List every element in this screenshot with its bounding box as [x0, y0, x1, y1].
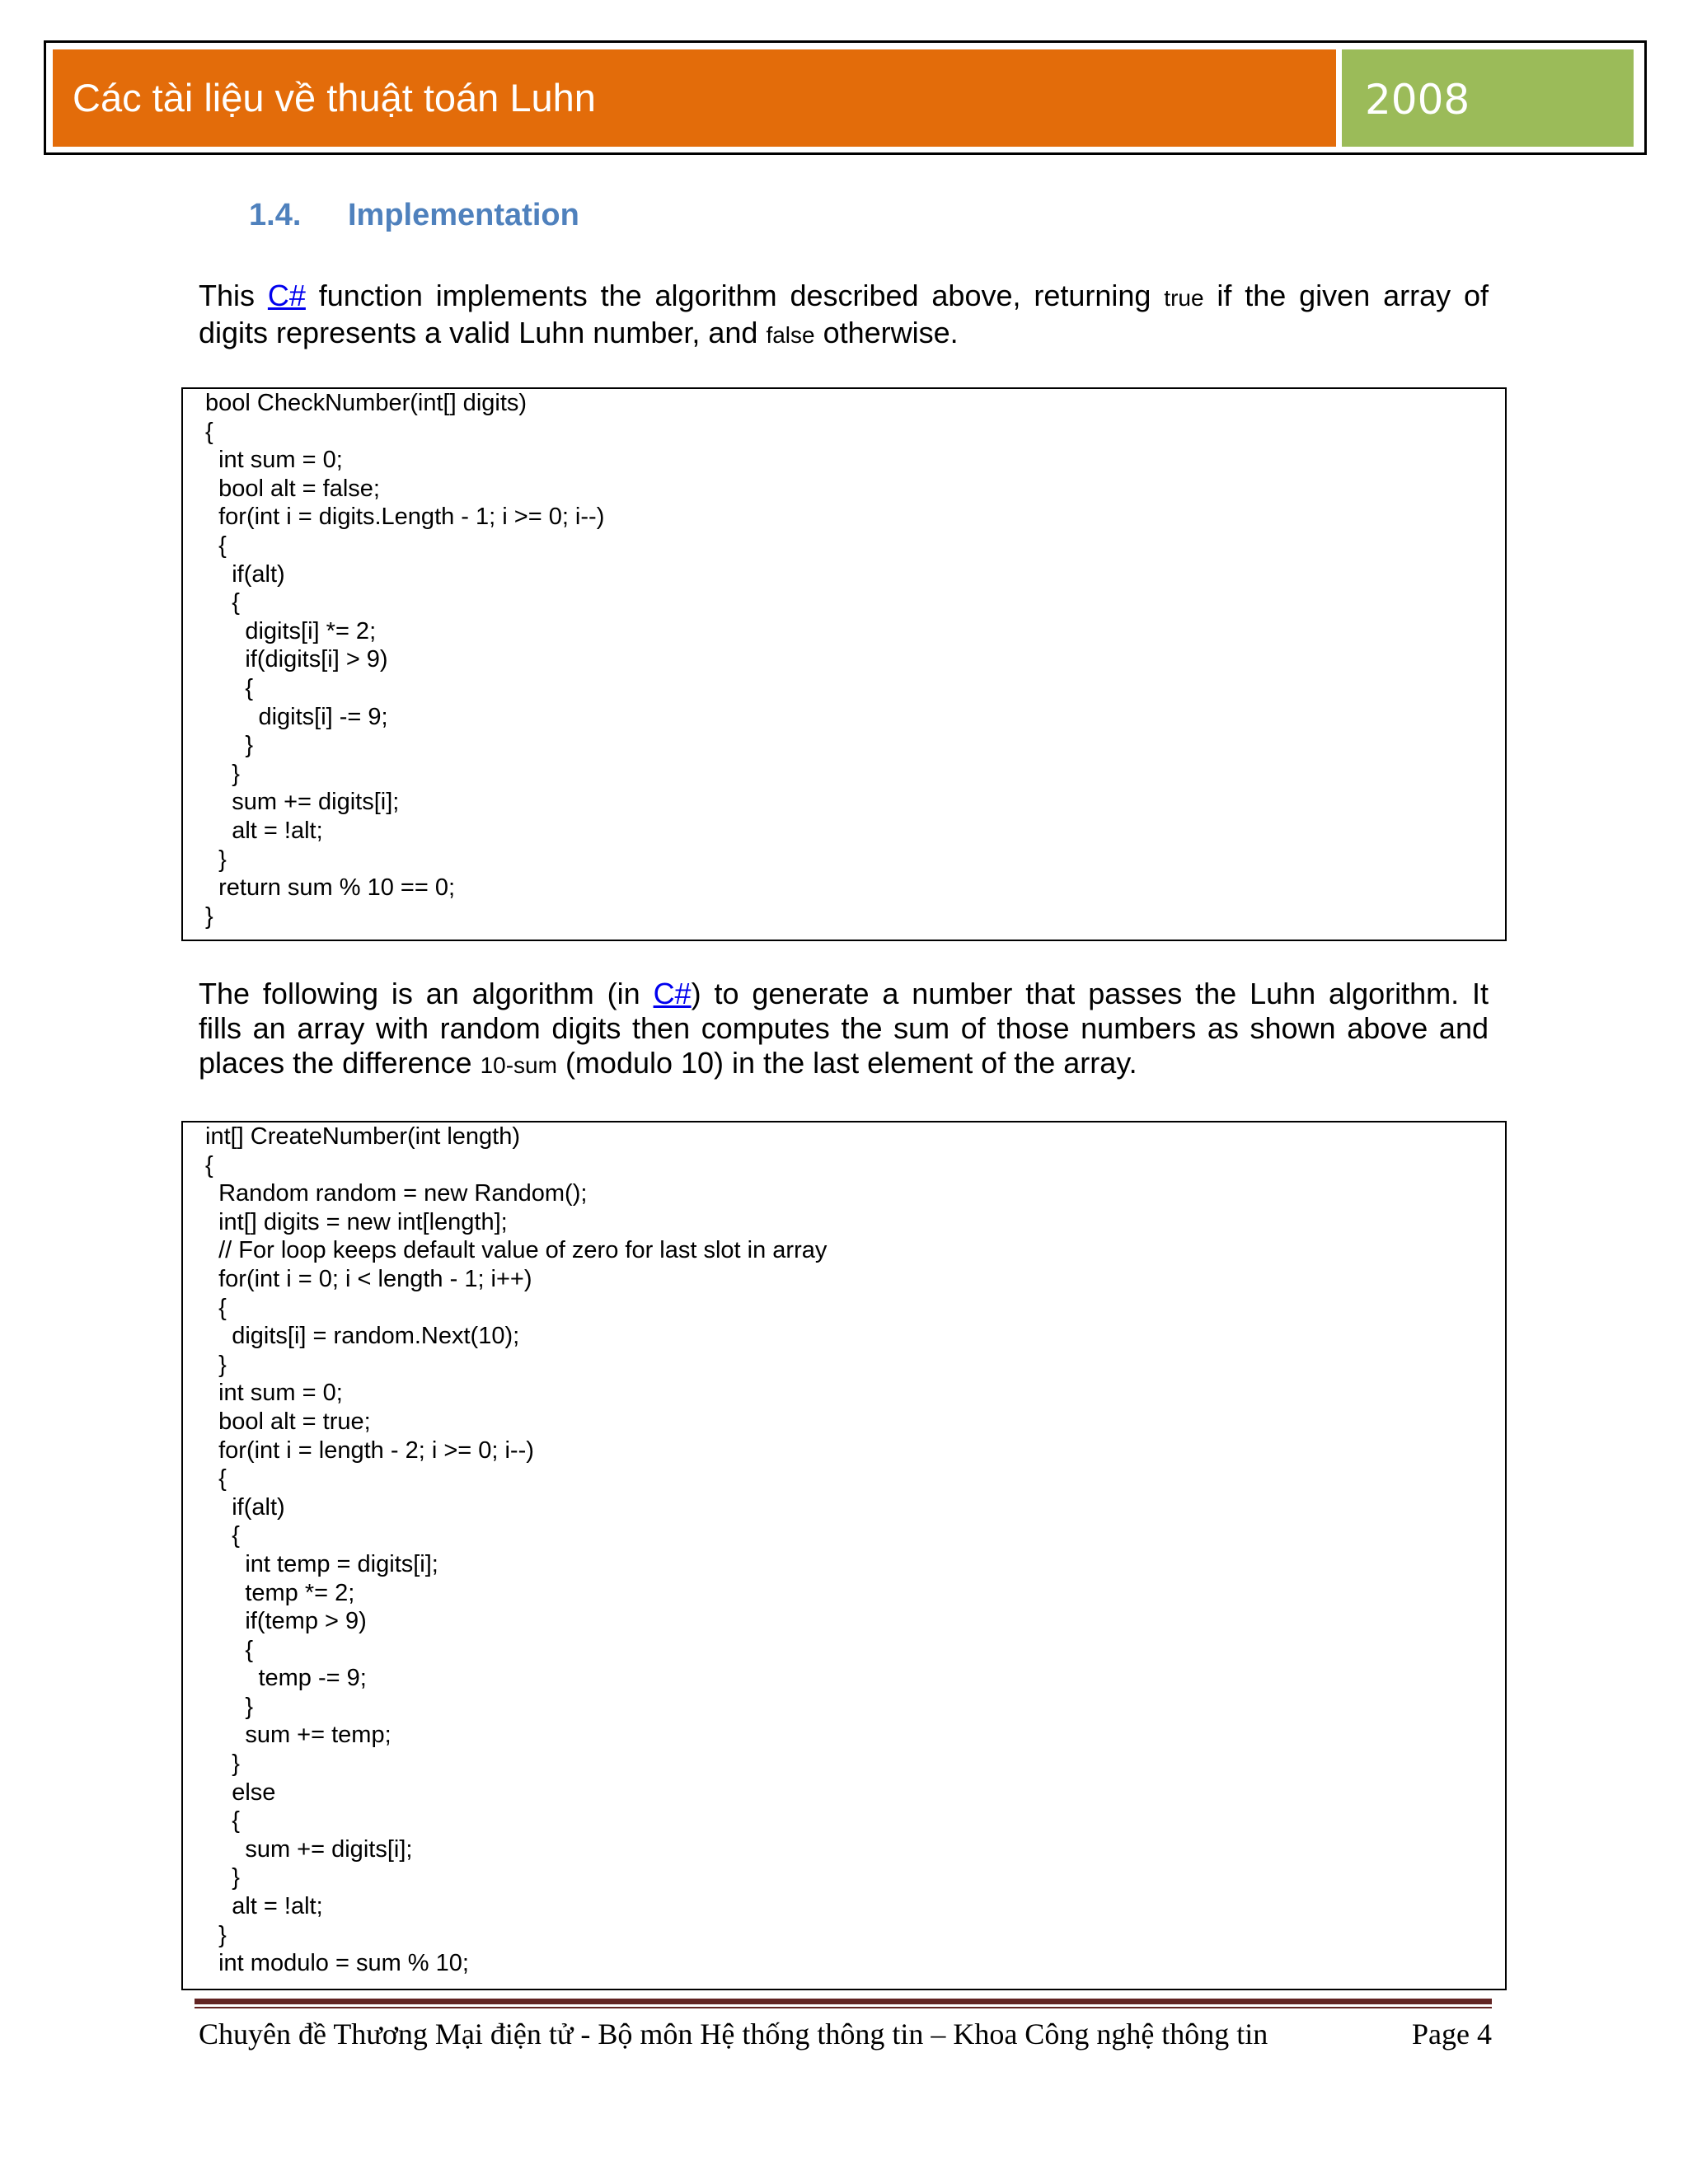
code-line: int modulo = sum % 10; — [205, 1950, 469, 1977]
generator-line-2: fills an array with random digits then computes the sum of those numbers as shown above and — [199, 1011, 1489, 1045]
code-line: sum += temp; — [205, 1722, 392, 1749]
csharp-link[interactable]: C# — [653, 977, 692, 1010]
code-line: else — [205, 1779, 276, 1806]
code-line: if(temp > 9) — [205, 1608, 367, 1635]
page-header — [44, 40, 1647, 155]
document-title: Các tài liệu về thuật toán Luhn — [53, 49, 1336, 147]
text-run: (modulo 10) in the last element of the array. — [556, 1046, 1137, 1080]
code-block-create-number — [181, 1121, 1507, 1990]
text-run: digits represents a valid Luhn number, and — [199, 316, 767, 349]
code-line: Random random = new Random(); — [205, 1180, 588, 1207]
intro-paragraph — [199, 279, 1489, 353]
code-line: temp *= 2; — [205, 1579, 355, 1606]
code-line: digits[i] -= 9; — [205, 703, 388, 730]
code-line: alt = !alt; — [205, 817, 323, 844]
code-line: temp -= 9; — [205, 1665, 367, 1692]
generator-line-3 — [199, 1046, 1489, 1083]
code-line: return sum % 10 == 0; — [205, 874, 456, 902]
code-line: { — [205, 1636, 254, 1663]
code-line: if(digits[i] > 9) — [205, 646, 388, 673]
code-listing — [183, 1122, 1505, 1978]
code-line: { — [205, 1522, 240, 1549]
code-line: { — [205, 674, 254, 701]
code-line: { — [205, 418, 213, 445]
code-line: sum += digits[i]; — [205, 789, 400, 816]
code-line: if(alt) — [205, 560, 285, 588]
generator-line-1 — [199, 977, 1489, 1011]
code-line: { — [205, 1151, 213, 1179]
intro-line-2 — [199, 316, 1489, 353]
inline-code-true: true — [1164, 285, 1204, 311]
code-line: bool CheckNumber(int[] digits) — [205, 390, 528, 416]
text-run: places the difference — [199, 1046, 481, 1080]
code-line: } — [205, 1693, 254, 1720]
code-listing — [183, 389, 1505, 930]
code-line: if(alt) — [205, 1493, 285, 1521]
code-line: } — [205, 1921, 227, 1948]
code-line: } — [205, 902, 213, 930]
code-line: { — [205, 532, 227, 559]
inline-code-false: false — [766, 322, 815, 348]
code-line: } — [205, 732, 254, 759]
text-run: function implements the algorithm described above, returning — [305, 279, 1165, 312]
csharp-link[interactable]: C# — [267, 279, 306, 312]
generator-paragraph — [199, 977, 1489, 1083]
text-run: otherwise. — [814, 316, 959, 349]
code-line: for(int i = length - 2; i >= 0; i--) — [205, 1436, 534, 1464]
code-line: { — [205, 1294, 227, 1321]
code-line: digits[i] = random.Next(10); — [205, 1323, 520, 1350]
code-line: int sum = 0; — [205, 447, 343, 474]
code-line: } — [205, 1864, 240, 1891]
footer-rule — [195, 1999, 1492, 2004]
code-block-check-number — [181, 387, 1507, 941]
section-title: Implementation — [348, 198, 579, 232]
section-number: 1.4. — [249, 198, 302, 232]
code-line: // For loop keeps default value of zero for last slot in array — [205, 1237, 828, 1264]
code-line: int[] digits = new int[length]; — [205, 1208, 508, 1235]
page-number: Page 4 — [1412, 2018, 1492, 2050]
code-line: { — [205, 1465, 227, 1493]
code-line: int temp = digits[i]; — [205, 1550, 438, 1577]
intro-line-1 — [199, 279, 1489, 316]
code-line: } — [205, 760, 240, 787]
code-line: } — [205, 1750, 240, 1778]
text-run: This — [199, 279, 268, 312]
code-line: alt = !alt; — [205, 1893, 323, 1920]
code-line: } — [205, 1351, 227, 1378]
footer-rule-thin — [195, 2007, 1492, 2008]
code-line: for(int i = digits.Length - 1; i >= 0; i--) — [205, 504, 605, 531]
text-run: ) to generate a number that passes the Luhn algorithm. It — [691, 977, 1489, 1010]
document-year: 2008 — [1342, 49, 1634, 147]
code-line: for(int i = 0; i < length - 1; i++) — [205, 1265, 532, 1292]
code-line: { — [205, 589, 240, 616]
code-line: int[] CreateNumber(int length) — [205, 1123, 520, 1150]
code-line: bool alt = true; — [205, 1408, 371, 1435]
code-line: digits[i] *= 2; — [205, 617, 377, 644]
text-run: if the given array of — [1203, 279, 1489, 312]
inline-code-10-sum: 10-sum — [480, 1052, 557, 1078]
text-run: The following is an algorithm (in — [199, 977, 654, 1010]
section-heading — [249, 198, 579, 233]
footer-text: Chuyên đề Thương Mại điện tử - Bộ môn Hệ thống thông tin – Khoa Công nghệ thông tin — [199, 2018, 1268, 2050]
code-line: int sum = 0; — [205, 1380, 343, 1407]
code-line: sum += digits[i]; — [205, 1835, 413, 1863]
code-line: } — [205, 846, 227, 873]
code-line: bool alt = false; — [205, 475, 380, 502]
code-line: { — [205, 1807, 240, 1835]
